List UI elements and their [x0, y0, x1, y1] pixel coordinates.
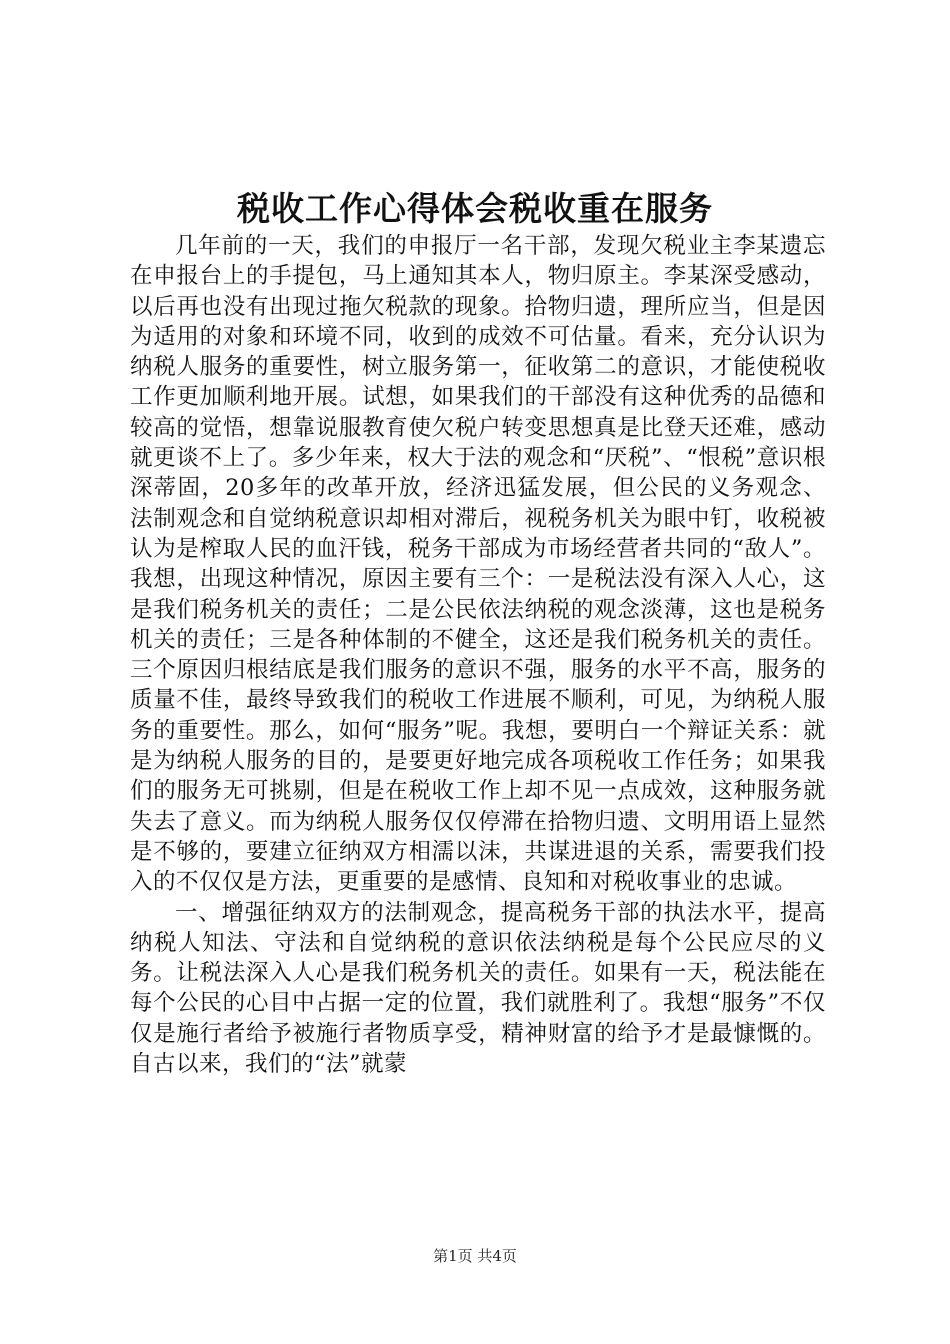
paragraph-1: 几年前的一天，我们的申报厅一名干部，发现欠税业主李某遗忘在申报台上的手提包，马上通知其本人，物归原主。李某深受感动，以后再也没有出现过拖欠税款的现象。拾物归遗，理所应当，但是因为适用的对象和环境不同，收到的成效不可估量。看来，充分认识为纳税人服务的重要性，树立服务第一，征收第二的意识，才能使税收工作更加顺利地开展。试想，如果我们的干部没有这种优秀的品德和较高的觉悟，想靠说服教育使欠税户转变思想真是比登天还难，感动就更谈不上了。多少年来，权大于法的观念和“厌税”、“恨税”意识根深蒂固，20多年的改革开放，经济迅猛发展，但公民的义务观念、法制观念和自觉纳税意识却相对滞后，视税务机关为眼中钉，收税被认为是榨取人民的血汗钱，税务干部成为市场经营者共同的“敌人”。我想，出现这种情况，原因主要有三个：一是税法没有深入人心，这是我们税务机关的责任；二是公民依法纳税的观念淡薄，这也是税务机关的责任；三是各种体制的不健全，这还是我们税务机关的责任。三个原因归根结底是我们服务的意识不强，服务的水平不高，服务的质量不佳，最终导致我们的税收工作进展不顺利，可见，为纳税人服务的重要性。那么，如何“服务”呢。我想，要明白一个辩证关系：就是为纳税人服务的目的，是要更好地完成各项税收工作任务；如果我们的服务无可挑剔，但是在税收工作上却不见一点成效，这种服务就失去了意义。而为纳税人服务仅仅停滞在拾物归遗、文明用语上显然是不够的，要建立征纳双方相濡以沫，共谋进退的关系，需要我们投入的不仅仅是方法，更重要的是感情、良知和对税收事业的忠诚。 [130, 233, 826, 896]
document-body [130, 231, 826, 1079]
document-title: 税收工作心得体会税收重在服务 [237, 189, 713, 228]
paragraph-2: 一、增强征纳双方的法制观念，提高税务干部的执法水平，提高纳税人知法、守法和自觉纳税的意识依法纳税是每个公民应尽的义务。让税法深入人心是我们税务机关的责任。如果有一天，税法能在每个公民的心目中占据一定的位置，我们就胜利了。我想“服务”不仅仅是施行者给予被施行者物质享受，精神财富的给予才是最慷慨的。自古以来，我们的“法”就蒙 [130, 899, 826, 1078]
page-footer: 第1页 共4页 [433, 1247, 517, 1265]
